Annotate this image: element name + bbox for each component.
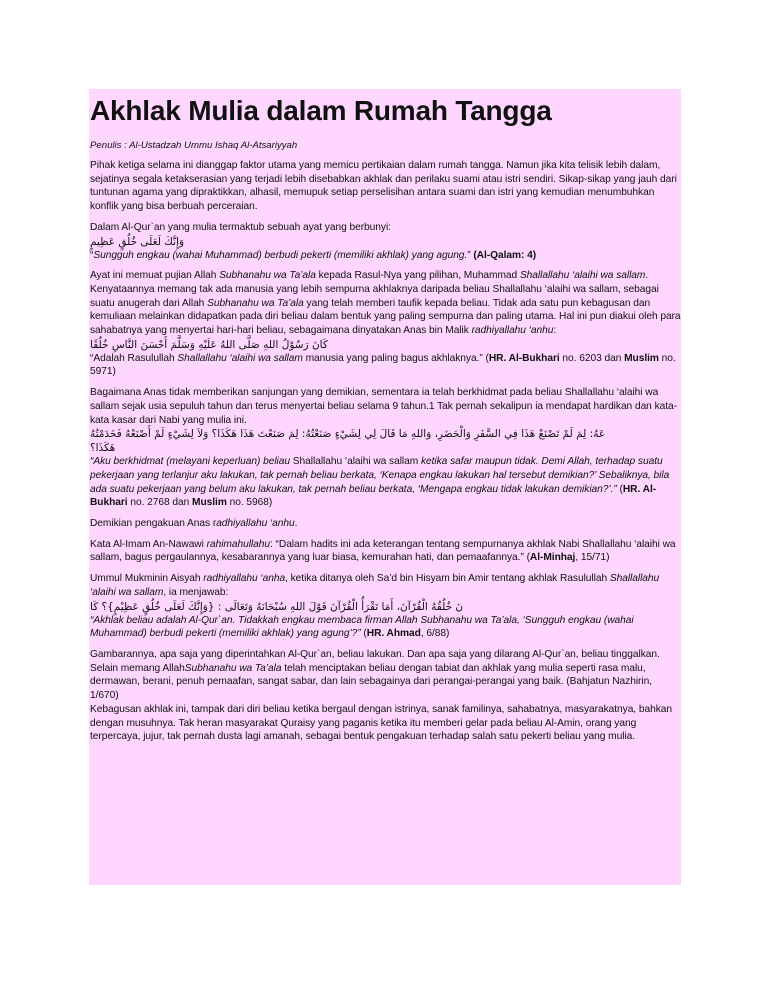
hadith-reference: Muslim — [624, 352, 659, 364]
hadith-reference: HR. Al-Bukhari — [488, 352, 560, 364]
paragraph-quran-verse — [90, 221, 681, 262]
text-segment: , ia menjawab: — [163, 586, 229, 598]
text-segment: telah menciptakan beliau dengan tabiat dan akhlak yang mulia seperti rasa malu, dermawan, berani, penuh pemaafan, sangat sabar, dan lain sebagainya dari perangai-perangai yang baik. (Bahjatun Nazhirin, 1/670) — [90, 662, 652, 702]
text-segment: no. 2768 dan — [127, 497, 193, 509]
arabic-hadith-aisyah: نَ خُلُقُهُ الْقُرْآنَ، أَمَا تَقْرَأُ الْقُرْآنَ قَوْلَ اللهِ سُبْحَانَهُ وَتَعَالَى : {وَإِنَّكَ لَعَلَى خُلُقٍ عَظِيْمٍ}؟ كَا — [90, 600, 464, 613]
text-segment: Shallallahu ‘alaihi wa sallam — [290, 456, 421, 468]
arabic-hadith-anas: كَانَ رَسُوْلُ اللهِ صَلَّى اللهُ عَلَيْهِ وَسَلَّمَ أَحْسَنَ النَّاسِ خُلُقًا — [90, 338, 328, 351]
paragraph-anas-acknowledgement — [90, 517, 681, 531]
text-segment: no. 5971) — [90, 352, 676, 378]
hadith-reference: HR. Ahmad — [366, 628, 421, 640]
text-segment: “Adalah Rasulullah — [90, 352, 178, 364]
arabic-hadith-service: عَهُ: لِمَ لَمْ تَصْنَعْ هَذَا فِي السَّفَرِ وَالْحَضَرِ، وَاللهِ مَا قَالَ لِي لِشَيْءٍ صَنَعْتُهُ: لِمَ صَنَعْتَ هَذَا هَكَذَا؟ وَلاَ لِشَيْءٍ لَمْ أَصْنَعْهُ فَخَدَمْتُهُ — [90, 428, 606, 441]
italic-segment: radhiyallahu ‘anhu — [471, 325, 554, 337]
hadith-reference: Muslim — [192, 497, 227, 509]
italic-segment: adhiyallahu ‘anhu — [216, 518, 295, 530]
paragraph-aisyah — [90, 572, 681, 641]
text-segment: Ayat ini memuat pujian Allah — [90, 270, 220, 282]
author-line: Penulis : Al-Ustadzah Ummu Ishaq Al-Atsariyyah — [90, 140, 298, 151]
italic-segment: “Akhlak beliau adalah Al-Qur`an. Tidakkah engkau membaca firman Allah Subhanahu wa Ta’ala, ‘Sungguh engkau (wahai Muhammad) berbudi pekerti (memiliki akhlak) yang agung’?” — [90, 614, 634, 640]
text-segment: Demikian pengakuan Anas r — [90, 518, 217, 530]
verse-intro: Dalam Al-Qur`an yang mulia termaktub sebuah ayat yang berbunyi: — [90, 221, 391, 233]
verse-reference: (Al-Qalam: 4) — [473, 249, 537, 261]
text-segment: , 6/88) — [420, 628, 450, 640]
text-segment: Kata Al-Imam An-Nawawi — [90, 538, 207, 550]
italic-segment: Subhanahu wa Ta’ala — [219, 270, 316, 282]
article-title: Akhlak Mulia dalam Rumah Tangga — [90, 95, 552, 126]
text-segment: ( — [360, 628, 367, 640]
italic-segment: Subhanahu wa Ta’ala — [184, 662, 282, 674]
text-segment: manusia yang paling bagus akhlaknya.” ( — [302, 352, 489, 364]
text-segment: : — [553, 325, 557, 337]
paragraph-praise — [90, 269, 681, 379]
book-reference: Al-Minhaj — [529, 552, 576, 564]
text-segment: . — [294, 518, 298, 530]
text-segment: . Kenyataannya memang tak ada manusia yang lebih sempurna akhlaknya daripada beliau Shallallahu ‘alaihi wa sallam, sebagai suatu anugerah dari Allah — [90, 270, 659, 309]
italic-segment: “Aku berkhidmat (melayani keperluan) beliau — [90, 456, 291, 468]
arabic-hadith-service-end: هَكَذَا؟ — [90, 442, 116, 455]
italic-segment: ketika safar maupun tidak. Demi Allah, terhadap suatu pekerjaan yang terlanjur aku lakukan, tak pernah beliau berkata, ‘Kenapa engkau lakukan hal tersebut demikian?’ Sebaliknya, bila ada suatu pekerjaan yang belum aku lakukan, tak pernah beliau berkata, ‘Mengapa engkau tidak lakukan demikian?’.” — [90, 456, 670, 495]
italic-segment: Shallallahu ‘alaihi wa sallam — [177, 352, 303, 364]
italic-segment: rahimahullahu — [206, 538, 270, 550]
text-segment: kepada Rasul-Nya yang pilihan, Muhammad — [315, 270, 520, 282]
text-segment: Gambarannya, apa saja yang diperintahkan Al-Qur`an, beliau lakukan. Dan apa saja yang dilarang Al-Qur`an, beliau tinggalkan. Selain memang Allah — [90, 648, 660, 674]
paragraph-anas-service — [90, 386, 681, 510]
text-segment: no. 5968) — [226, 497, 273, 509]
verse-quote-close: ” — [467, 249, 474, 261]
text-segment: ( — [616, 483, 623, 495]
paragraph-intro: Pihak ketiga selama ini dianggap faktor utama yang memicu pertikaian dalam rumah tangga. Namun jika kita telisik lebih dalam, sejatinya segala ketakserasian yang terjadi lebih disebabkan akhlak dan perilaku suami atau istri sendiri. Sikap-sikap yang jauh dari tuntunan agama yang dipraktikkan, alhasil, memupuk setiap perselisihan antara suami dan istri yang kemudian menumbuhkan konflik yang bisa berbuah perceraian. — [90, 160, 677, 213]
text-segment: , ketika ditanya oleh Sa’d bin Hisyam bin Amir tentang akhlak Rasulullah — [285, 573, 610, 585]
text-segment: : “Dalam hadits ini ada keterangan tentang sempurnanya akhlak Nabi Shallallahu ‘alaihi wa sallam, bagus pergaulannya, kesabarannya yang luar biasa, kemurahan hati, dan pemaafannya.” ( — [90, 538, 676, 564]
paragraph-description — [90, 648, 681, 744]
italic-segment: Shallallahu ‘alaihi wa sallam — [519, 270, 646, 282]
text-segment: Ummul Mukminin Aisyah — [90, 573, 204, 585]
text-segment: yang telah memberi taufik kepada beliau. Tidak ada satu pun kebagusan dan kemuliaan melainkan didapatkan pada diri beliau dalam bentuk yang paling sempurna dan paling utama. Hal ini pun diakui oleh para sahabatnya yang menyertai hari-hari beliau, sebagaimana dinyatakan Anas bin Malik — [90, 297, 681, 337]
italic-segment: Shallallahu ‘alaihi wa sallam — [90, 573, 660, 598]
text-segment: Kebagusan akhlak ini, tampak dari diri beliau ketika bergaul dengan istrinya, sanak familinya, sahabatnya, masyarakatnya, bahkan dengan musuhnya. Tak heran masyarakat Quraisy yang paganis ketika itu memberi gelar pada beliau Al-Amin, orang yang terpercaya, jujur, tak pernah dusta lagi amanah, sebagai bentuk pengakuan terhadap salah satu pekerti beliau yang mulia. — [90, 703, 672, 743]
paragraph-nawawi — [90, 538, 681, 565]
verse-translation: Sungguh engkau (wahai Muhammad) berbudi pekerti (memiliki akhlak) yang agung. — [93, 249, 468, 261]
italic-segment: radhiyallahu ‘anha — [203, 573, 286, 585]
hadith-reference: HR. Al-Bukhari — [90, 483, 657, 509]
document-page — [89, 89, 681, 885]
verse-quote-open: “ — [90, 249, 94, 261]
text-segment: no. 6203 dan — [559, 352, 625, 364]
text-segment: , 15/71) — [575, 552, 610, 564]
italic-segment: Subhanahu wa Ta’ala — [207, 297, 304, 309]
text-segment: Bagaimana Anas tidak memberikan sanjungan yang demikian, sementara ia telah berkhidmat pada beliau Shallallahu ‘alaihi wa sallam sejak usia sepuluh tahun dan terus menyertai beliau selama 9 tahun.1 Tak pernah sekalipun ia mendapat hardikan dan kata-kata kasar dari Nabi yang mulia ini. — [90, 387, 677, 426]
arabic-verse: وَإِنَّكَ لَعَلَى خُلُقٍ عَظِيمٍ — [90, 235, 185, 248]
